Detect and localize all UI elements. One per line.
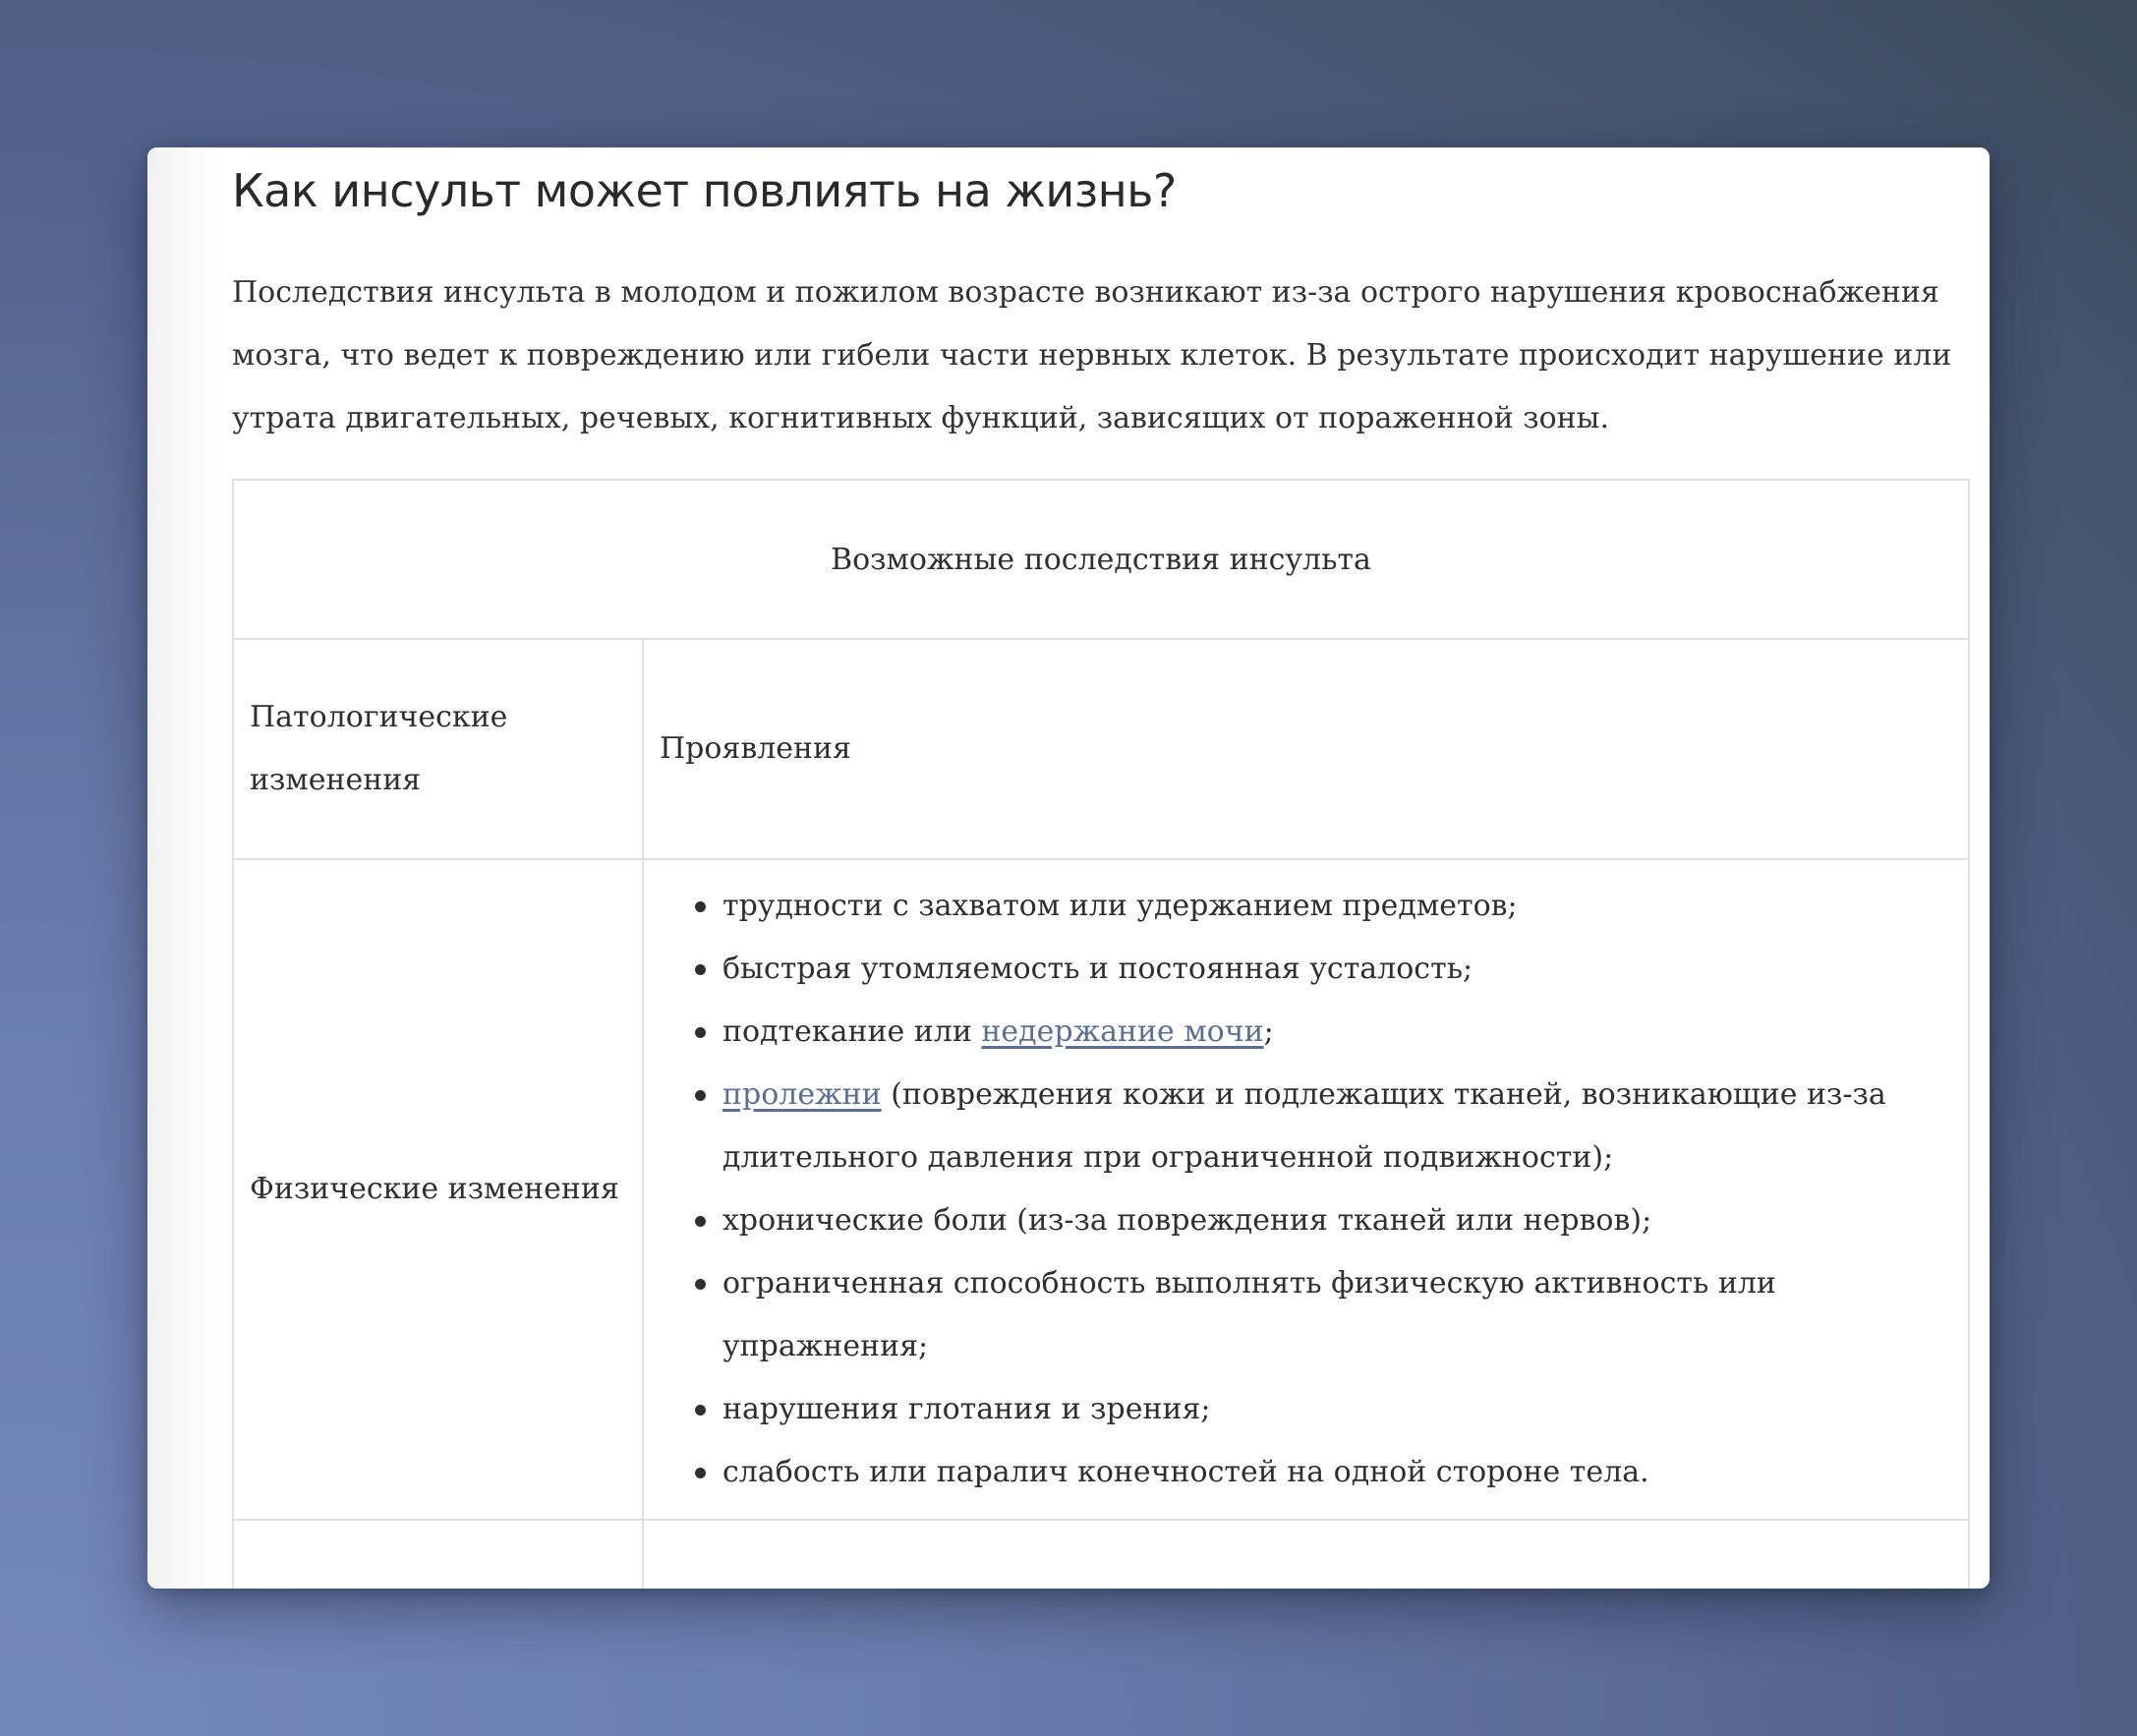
manifestations-list bbox=[660, 875, 1952, 1504]
article-title: Как инсульт может повлиять на жизнь? bbox=[232, 164, 1177, 217]
list-item-text: подтекание или bbox=[722, 1014, 982, 1049]
urinary-incontinence-link[interactable]: недержание мочи bbox=[981, 1014, 1264, 1049]
list-item-text: ; bbox=[1263, 1014, 1274, 1049]
list-item: нарушения глотания и зрения; bbox=[722, 1378, 1952, 1441]
article-card bbox=[147, 147, 1990, 1589]
article-content bbox=[232, 147, 1972, 1489]
table-caption-row bbox=[233, 480, 1969, 639]
stroke-effects-table bbox=[232, 479, 1970, 1589]
table-row bbox=[233, 1520, 1969, 1589]
list-item: быстрая утомляемость и постоянная усталость; bbox=[722, 938, 1952, 1001]
table-header-row bbox=[233, 639, 1969, 859]
list-item: ограниченная способность выполнять физическую активность или упражнения; bbox=[722, 1252, 1952, 1378]
list-item-text: (повреждения кожи и подлежащих тканей, возникающие из-за длительного давления при ограниченной подвижности); bbox=[722, 1077, 1886, 1175]
category-physical-changes: Физические изменения bbox=[233, 859, 643, 1520]
header-manifestations: Проявления bbox=[643, 639, 1969, 859]
table-row bbox=[233, 859, 1969, 1520]
table-caption: Возможные последствия инсульта bbox=[233, 480, 1969, 639]
article-intro: Последствия инсульта в молодом и пожилом возрасте возникают из-за острого нарушения кровоснабжения мозга, что ведет к повреждению или гибели части нервных клеток. В результате происходит нарушение или утрата двигательных, речевых, когнитивных функций, зависящих от пораженной зоны. bbox=[232, 275, 1952, 435]
list-item: слабость или паралич конечностей на одной стороне тела. bbox=[722, 1441, 1952, 1504]
list-item bbox=[722, 1064, 1952, 1189]
manifestations-cell bbox=[643, 859, 1969, 1520]
list-item: трудности с захватом или удержанием предметов; bbox=[722, 875, 1952, 938]
next-manifestations-cell bbox=[643, 1520, 1969, 1589]
list-item: хронические боли (из-за повреждения тканей или нервов); bbox=[722, 1189, 1952, 1252]
list-item bbox=[722, 1001, 1952, 1064]
next-category-cell bbox=[233, 1520, 643, 1589]
bedsores-link[interactable]: пролежни bbox=[722, 1077, 882, 1112]
header-pathological-changes: Патологические изменения bbox=[233, 639, 643, 859]
